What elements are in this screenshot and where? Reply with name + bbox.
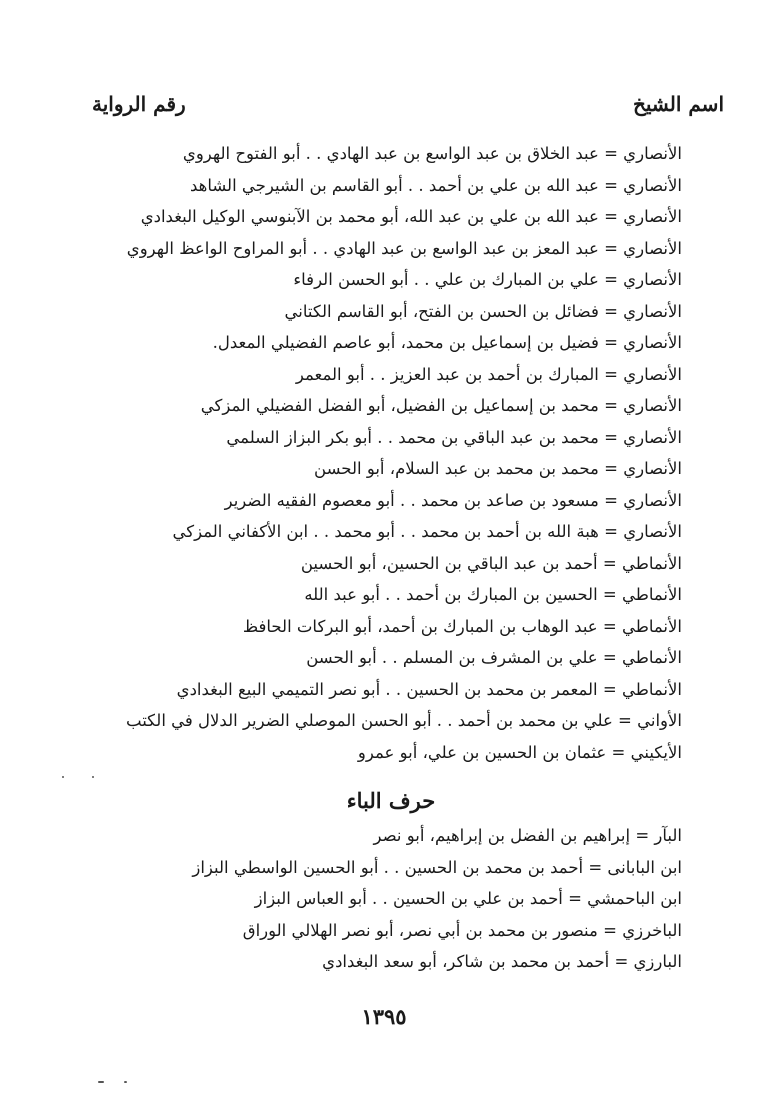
column-header-shaykh-name: اسم الشيخ bbox=[632, 92, 724, 116]
list-item: الأنماطي = المعمر بن محمد بن الحسين . . أبو نصر التميمي البيع البغدادي bbox=[176, 679, 682, 699]
scan-speck bbox=[92, 776, 94, 778]
list-item: البارزي = أحمد بن محمد بن شاكر، أبو سعد البغدادي bbox=[322, 952, 682, 971]
list-item: الأنماطي = علي بن المشرف بن المسلم . . أبو الحسن bbox=[306, 648, 682, 667]
list-item: الأيكيني = عثمان بن الحسين بن علي، أبو عمرو bbox=[357, 742, 682, 762]
list-item: ابن الباحمشي = أحمد بن علي بن الحسين . . أبو العباس البزاز bbox=[254, 889, 682, 908]
list-item: الأنصاري = هبة الله بن أحمد بن محمد . . أبو محمد . . ابن الأكفاني المزكي bbox=[172, 522, 682, 541]
list-item: الأنصاري = محمد بن عبد الباقي بن محمد . . أبو بكر البزاز السلمي bbox=[226, 427, 682, 447]
scan-speck bbox=[62, 776, 64, 778]
list-item: الأنصاري = مسعود بن صاعد بن محمد . . أبو معصوم الفقيه الضرير bbox=[224, 490, 682, 510]
list-item: الأنصاري = المبارك بن أحمد بن عبد العزيز . . أبو المعمر bbox=[295, 364, 682, 384]
scan-speck bbox=[124, 1081, 127, 1083]
list-item: الباخرزي = منصور بن محمد بن أبي نصر، أبو نصر الهلالي الوراق bbox=[242, 920, 682, 940]
list-item: الأنماطي = أحمد بن عبد الباقي بن الحسين، أبو الحسين bbox=[300, 553, 682, 573]
list-item: البآر = إبراهيم بن الفضل بن إبراهيم، أبو نصر bbox=[373, 826, 682, 845]
list-item: الأنصاري = محمد بن محمد بن عبد السلام، أبو الحسن bbox=[314, 459, 682, 478]
list-item: الأنصاري = عبد الخلاق بن عبد الواسع بن عبد الهادي . . أبو الفتوح الهروي bbox=[182, 144, 682, 163]
list-item: الأنماطي = الحسين بن المبارك بن أحمد . . أبو عبد الله bbox=[304, 585, 682, 604]
list-item: الأنصاري = فضائل بن الحسن بن الفتح، أبو القاسم الكتاني bbox=[284, 301, 682, 321]
list-item: الأواني = علي بن محمد بن أحمد . . أبو الحسن الموصلي الضرير الدلال في الكتب bbox=[126, 711, 682, 730]
list-item: الأنصاري = عبد الله بن علي بن عبد الله، أبو محمد بن الآبنوسي الوكيل البغدادي bbox=[140, 207, 682, 226]
narrator-list bbox=[62, 138, 682, 768]
column-header-narration-number: رقم الرواية bbox=[92, 92, 186, 116]
list-item: الأنماطي = عبد الوهاب بن المبارك بن أحمد، أبو البركات الحافظ bbox=[242, 616, 682, 636]
narrator-list-ba bbox=[62, 820, 682, 978]
list-item: الأنصاري = فضيل بن إسماعيل بن محمد، أبو عاصم الفضيلي المعدل. bbox=[212, 333, 682, 352]
list-item: الأنصاري = عبد المعز بن عبد الواسع بن عبد الهادي . . أبو المراوح الواعظ الهروي bbox=[126, 238, 682, 258]
list-item: ابن البابانى = أحمد بن محمد بن الحسين . . أبو الحسين الواسطي البزاز bbox=[192, 857, 682, 877]
section-heading: حرف الباء bbox=[346, 788, 436, 813]
list-item: الأنصاري = علي بن المبارك بن علي . . أبو الحسن الرفاء bbox=[293, 270, 682, 289]
page-number: ١٣٩٥ bbox=[361, 1004, 407, 1029]
scan-speck bbox=[98, 1081, 104, 1083]
list-item: الأنصاري = محمد بن إسماعيل بن الفضيل، أبو الفضل الفضيلي المزكي bbox=[200, 396, 682, 415]
list-item: الأنصاري = عبد الله بن علي بن أحمد . . أبو القاسم بن الشيرجي الشاهد bbox=[189, 175, 682, 195]
